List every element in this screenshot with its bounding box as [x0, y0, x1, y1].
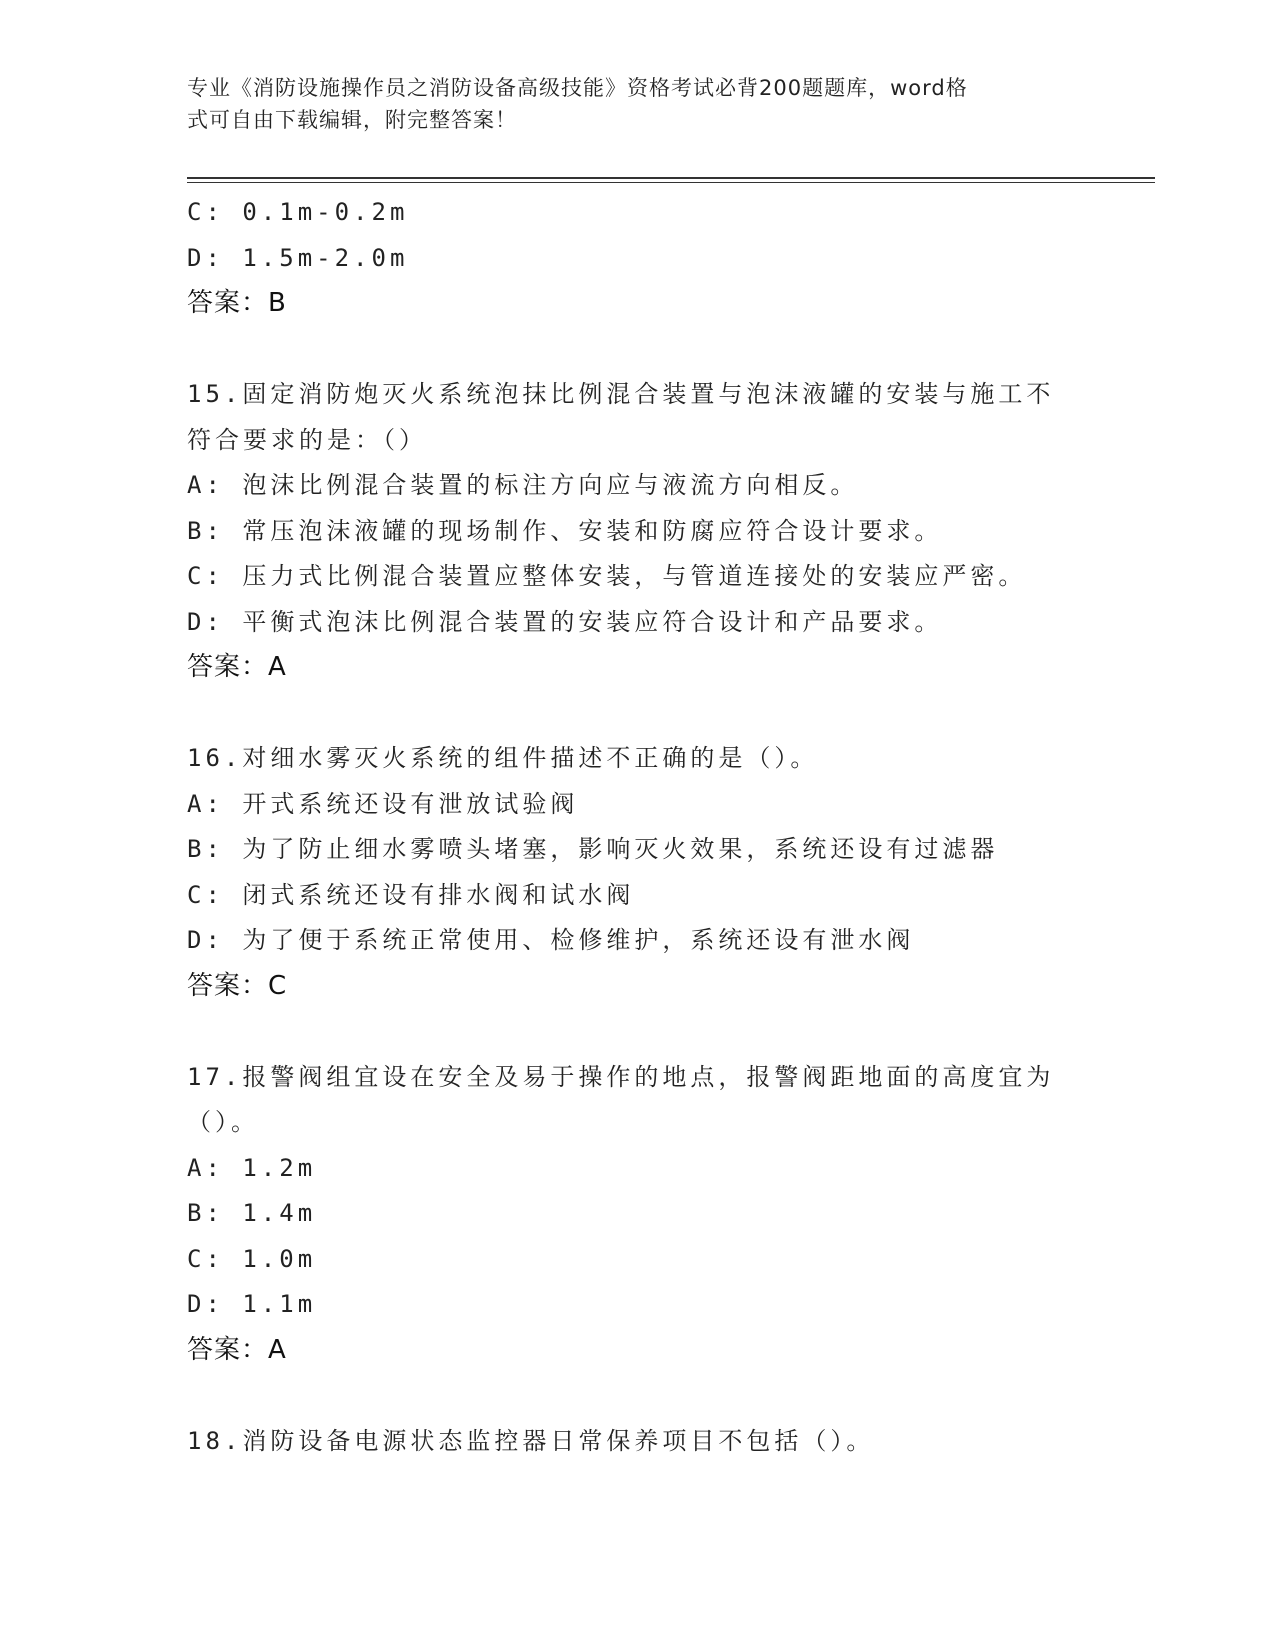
question-list	[187, 190, 1087, 1464]
q16-answer: 答案：C	[187, 970, 288, 1001]
q15-answer: 答案：A	[187, 652, 287, 682]
q16-option-d: D: 为了便于系统正常使用、检修维护，系统还设有泄水阀	[187, 926, 915, 954]
q16-option-c: C: 闭式系统还设有排水阀和试水阀	[187, 880, 635, 909]
q15-option-c: C: 压力式比例混合装置应整体安装，与管道连接处的安装应严密。	[187, 562, 1027, 590]
q17-stem-line-1: 17.报警阀组宜设在安全及易于操作的地点，报警阀距地面的高度宜为	[187, 1062, 1055, 1091]
q16-stem-line-1: 16.对细水雾灭火系统的组件描述不正确的是（）。	[187, 744, 819, 772]
q15-stem-line-2: 符合要求的是：（）	[187, 425, 427, 454]
q14-option-d: D: 1.5m-2.0m	[187, 243, 409, 272]
question-14-tail	[187, 190, 1087, 327]
question-18	[187, 1419, 1087, 1465]
q15-stem-line-1: 15.固定消防炮灭火系统泡抹比例混合装置与泡沫液罐的安装与施工不	[187, 380, 1055, 408]
q14-answer: 答案：B	[187, 288, 287, 318]
header-divider-top	[187, 177, 1155, 179]
q15-option-d: D: 平衡式泡沫比例混合装置的安装应符合设计和产品要求。	[187, 607, 943, 636]
q17-option-a: A: 1.2m	[187, 1153, 317, 1182]
question-16	[187, 736, 1087, 1009]
q15-option-a: A: 泡沫比例混合装置的标注方向应与液流方向相反。	[187, 471, 859, 499]
q18-stem-line-1: 18.消防设备电源状态监控器日常保养项目不包括（）。	[187, 1426, 875, 1455]
document-header	[187, 72, 1067, 136]
spacer	[187, 327, 1087, 373]
spacer	[187, 1373, 1087, 1419]
q15-option-b: B: 常压泡沫液罐的现场制作、安装和防腐应符合设计要求。	[187, 516, 943, 545]
question-17	[187, 1055, 1087, 1374]
q17-option-c: C: 1.0m	[187, 1244, 317, 1273]
q16-option-b: B: 为了防止细水雾喷头堵塞，影响灭火效果，系统还设有过滤器	[187, 835, 999, 863]
header-divider-bottom	[187, 182, 1155, 183]
q17-option-b: B: 1.4m	[187, 1199, 317, 1227]
spacer	[187, 1009, 1087, 1055]
q16-option-a: A: 开式系统还设有泄放试验阀	[187, 789, 579, 818]
question-15	[187, 372, 1087, 691]
q17-answer: 答案：A	[187, 1334, 287, 1365]
q17-stem-line-2: （）。	[187, 1108, 259, 1136]
header-line-2: 式可自由下载编辑，附完整答案！	[187, 108, 517, 132]
spacer	[187, 691, 1087, 737]
q17-option-d: D: 1.1m	[187, 1290, 317, 1318]
header-line-1: 专业《消防设施操作员之消防设备高级技能》资格考试必背200题题库，word格	[187, 76, 968, 100]
q14-option-c: C: 0.1m-0.2m	[187, 198, 409, 226]
